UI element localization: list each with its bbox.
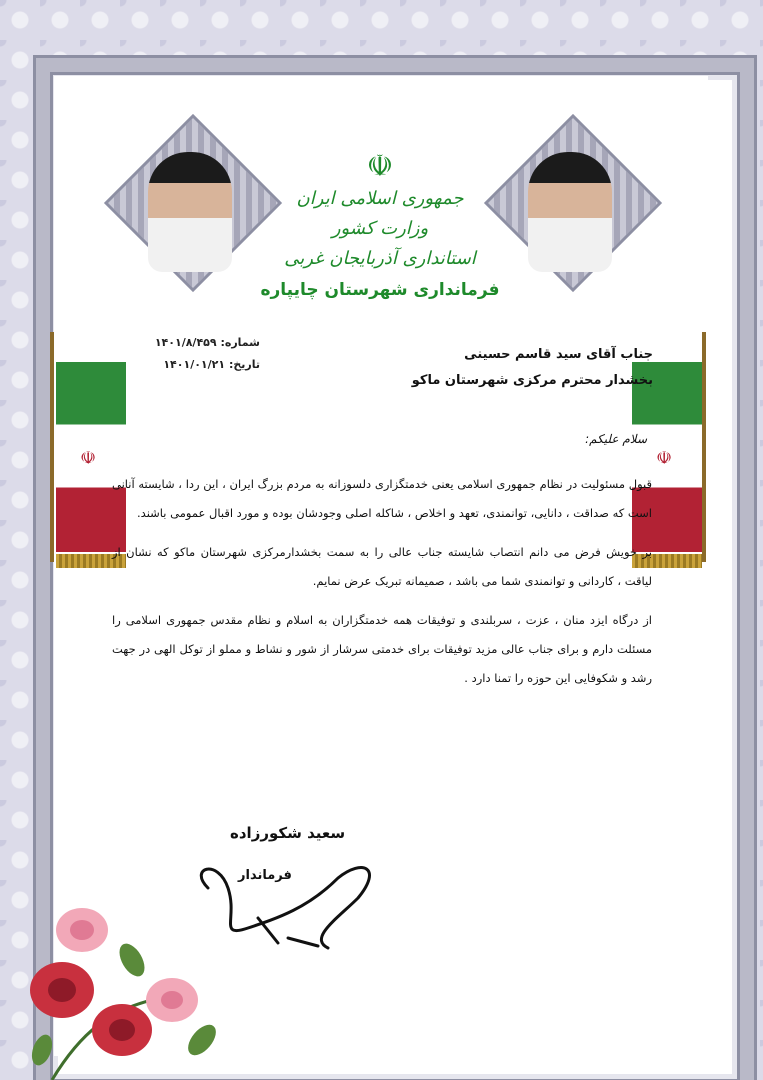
date-label: تاریخ: <box>228 358 260 371</box>
flag-emblem-icon: ☫ <box>80 448 97 469</box>
body-paragraph: از درگاه ایزد منان ، عزت ، سربلندی و توفیقات همه خدمتگزاران به اسلام و نظام مقدس جمهوری اسلامی را مسئلت دارم و برای جناب عالی مزید توفیقات برای خدمتی سرشار از شور و نشاط و مملو از توکل الهی در جهت رشد و شکوفایی این حوزه را تمنا دارد . <box>112 613 652 685</box>
header-ministry: وزارت کشور <box>331 218 429 239</box>
recipient-block <box>233 342 653 394</box>
flag-pole <box>702 332 706 562</box>
flag-emblem-icon: ☫ <box>656 448 673 469</box>
flag-pole <box>50 332 54 562</box>
body-paragraph: بر خویش فرض می دانم انتصاب شایسته جناب عالی را به سمت بخشدارمرکزی شهرستان ماکو که نشان از لیاقت ، کاردانی و توانمندی شما می باشد ، صمیمانه تبریک عرض نمایم. <box>112 545 652 588</box>
greeting: سلام علیکم: <box>585 432 647 446</box>
signer-name: سعید شکورزاده <box>230 824 346 842</box>
date-value: ۱۴۰۱/۰۱/۲۱ <box>163 358 226 371</box>
recipient-name: جناب آقای سید قاسم حسینی <box>464 347 653 362</box>
signer-title: فرماندار <box>238 868 292 883</box>
recipient-title: بخشدار محترم مرکزی شهرستان ماکو <box>411 373 653 388</box>
portrait-left <box>120 130 260 290</box>
portrait-right <box>500 130 640 290</box>
number-label: شماره: <box>220 336 260 349</box>
portrait-image <box>148 152 232 272</box>
header-province: استانداری آذربایجان غربی <box>284 248 476 269</box>
letterhead <box>250 150 510 300</box>
number-value: ۱۴۰۱/۸/۴۵۹ <box>154 336 217 349</box>
roses-decoration <box>22 880 262 1080</box>
body-paragraph: قبول مسئولیت در نظام جمهوری اسلامی یعنی خدمتگزاری دلسوزانه به مردم بزرگ ایران ، این ردا ، شایسته آنانی است که صداقت ، دانایی، توانمندی، تعهد و اخلاص ، شاکله اصلی وجودشان بوده و مورد اقبال عمومی باشند. <box>112 477 652 520</box>
letter-body <box>112 470 652 703</box>
portrait-image <box>528 152 612 272</box>
header-country: جمهوری اسلامی ایران <box>296 188 464 209</box>
header-office: فرمانداری شهرستان چایپاره <box>260 280 500 300</box>
iran-emblem-icon: ☫ <box>366 149 394 184</box>
